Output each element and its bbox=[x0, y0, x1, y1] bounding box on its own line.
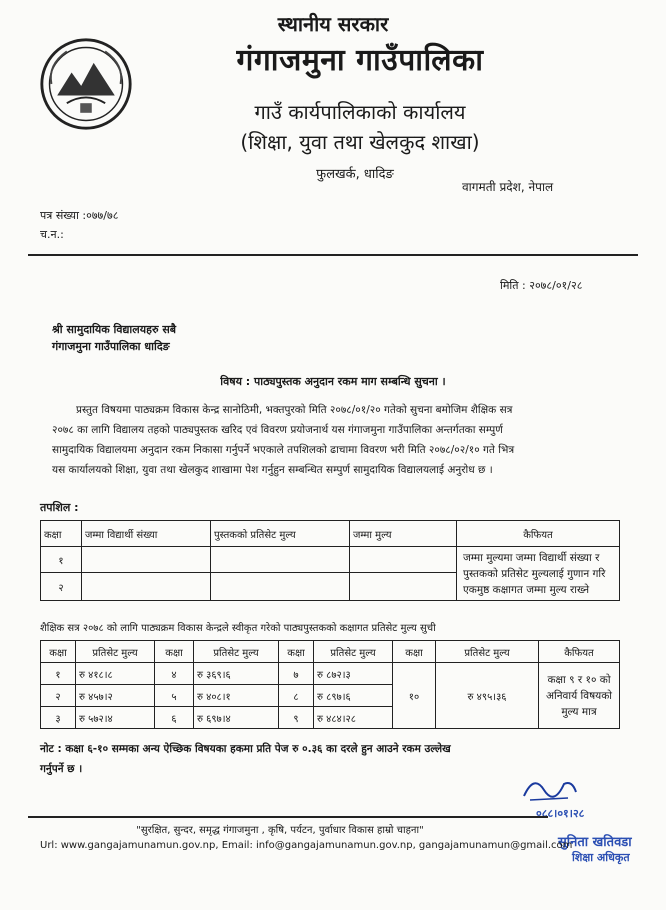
office-location: फुलखर्क, धादिङ bbox=[316, 167, 394, 182]
table1-remark-line: पुस्तकको प्रतिसेट मुल्यलाई गुणान गरि bbox=[463, 567, 606, 580]
letter-number: पत्र संख्या :०७७/७८ bbox=[40, 209, 119, 222]
table1-header-cell: कक्षा bbox=[41, 521, 82, 547]
table1-empty-cell bbox=[350, 573, 457, 601]
table2-class10-price: रु ४९५।३६ bbox=[436, 663, 539, 729]
table2-cell: ७ bbox=[279, 663, 314, 685]
table2-remark-cell bbox=[539, 663, 620, 729]
table2-header-cell: प्रतिसेट मुल्य bbox=[194, 641, 279, 663]
price-list-table bbox=[40, 640, 620, 729]
table2-header-cell: कक्षा bbox=[393, 641, 436, 663]
table1-header-cell: जम्मा विद्यार्थी संख्या bbox=[82, 521, 211, 547]
table2-header-cell: प्रतिसेट मुल्य bbox=[76, 641, 155, 663]
header-divider bbox=[28, 254, 638, 256]
table2-remark-line: अनिवार्य विषयको bbox=[545, 689, 613, 702]
province-text: वागमती प्रदेश, नेपाल bbox=[462, 180, 554, 194]
government-level-text: स्थानीय सरकार bbox=[277, 12, 389, 36]
office-name: गाउँ कार्यपालिकाको कार्यालय bbox=[254, 100, 466, 124]
footer-contact: Url: www.gangajamunamun.gov.np, Email: info@gangajamunamun.gov.np, gangajamunamun@gmail.com bbox=[40, 840, 573, 851]
table2-remark-line: कक्षा ९ र १० को bbox=[547, 673, 611, 686]
table1-empty-cell bbox=[211, 547, 350, 573]
table1-remark-cell bbox=[457, 547, 620, 601]
dispatch-number: च.न.: bbox=[40, 228, 64, 241]
table1-header-cell: कैफियत bbox=[457, 521, 620, 547]
table2-cell: २ bbox=[41, 685, 76, 707]
table2-cell: रु ४०८।१ bbox=[194, 685, 279, 707]
body-line: यस कार्यालयको शिक्षा, युवा तथा खेलकुद शाखामा पेश गर्नुहुन सम्बन्धित सम्पुर्ण सामुदायिक विद्यालयलाई अनुरोध छ । bbox=[52, 464, 493, 476]
table1-remark-line: जम्मा मुल्यमा जम्मा विद्यार्थी संख्या र bbox=[463, 551, 600, 564]
body-line: प्रस्तुत विषयमा पाठ्यक्रम विकास केन्द्र सानोठिमी, भक्तपुरको मिति २०७८/०१/२० गतेको सुचना बमोजिम शैक्षिक सत्र bbox=[76, 404, 513, 416]
note-line-1: नोट : कक्षा ६-१० सम्मका अन्य ऐच्छिक विषयका हकमा प्रति पेज रु ०.३६ का दरले हुन आउने रकम उल्लेख bbox=[40, 743, 451, 755]
price-list-title: शैक्षिक सत्र २०७८ को लागि पाठ्यक्रम विकास केन्द्रले स्वीकृत गरेको पाठ्यपुस्तकको कक्षागत प्रतिसेट मुल्य सुची bbox=[40, 623, 436, 634]
table2-header-cell: प्रतिसेट मुल्य bbox=[314, 641, 393, 663]
table2-cell: रु ८७२।३ bbox=[314, 663, 393, 685]
table2-cell: रु ४५७।२ bbox=[76, 685, 155, 707]
table1-class-cell: १ bbox=[41, 547, 82, 573]
table1-empty-cell bbox=[350, 547, 457, 573]
officer-name-stamp: सुनिता खतिवडा bbox=[558, 835, 632, 850]
table2-class10-cell: १० bbox=[393, 663, 436, 729]
table2-cell: रु ३६९।६ bbox=[194, 663, 279, 685]
table2-cell: रु ४८४।२८ bbox=[314, 707, 393, 729]
table2-cell: रु ८९७।६ bbox=[314, 685, 393, 707]
table1-header-cell: जम्मा मुल्य bbox=[350, 521, 457, 547]
table1-remark-line: एकमुष्ठ कक्षागत जम्मा मुल्य राख्ने bbox=[463, 583, 590, 596]
municipality-name: गंगाजमुना गाउँपालिका bbox=[236, 43, 484, 78]
recipient-line-2: गंगाजमुना गाउँपालिका धादिङ bbox=[52, 340, 170, 353]
footer-slogan: "सुरक्षित, सुन्दर, समृद्ध गंगाजमुना , कृषि, पर्यटन, पुर्वाधार विकास हाम्रो चाहना" bbox=[136, 825, 424, 836]
table1-empty-cell bbox=[82, 547, 211, 573]
table2-cell: ६ bbox=[155, 707, 194, 729]
letter-date: मिति : २०७८/०१/२८ bbox=[500, 279, 583, 292]
table1-empty-cell bbox=[211, 573, 350, 601]
table2-cell: ४ bbox=[155, 663, 194, 685]
signature-date: ०८८।०१।२८ bbox=[536, 807, 585, 820]
table2-header-cell: प्रतिसेट मुल्य bbox=[436, 641, 539, 663]
body-line: सामुदायिक विद्यालयमा अनुदान रकम निकासा गर्नुपर्ने भएकाले तपशिलको ढाचामा विवरण भरी मिति २०७८/०२/१० गते भित्र bbox=[52, 444, 515, 456]
table2-cell: ८ bbox=[279, 685, 314, 707]
table2-cell: १ bbox=[41, 663, 76, 685]
officer-title-stamp: शिक्षा अधिकृत bbox=[572, 851, 630, 864]
student-count-table bbox=[40, 520, 620, 601]
table2-cell: रु ५७२।४ bbox=[76, 707, 155, 729]
table1-header-cell: पुस्तकको प्रतिसेट मुल्य bbox=[211, 521, 350, 547]
table2-cell: ३ bbox=[41, 707, 76, 729]
tapasil-label: तपशिल : bbox=[40, 501, 79, 514]
recipient-line-1: श्री सामुदायिक विद्यालयहरु सबै bbox=[52, 323, 177, 336]
table2-cell: रु ४१८।८ bbox=[76, 663, 155, 685]
body-line: २०७८ का लागि विद्यालय तहको पाठ्यपुस्तक खरिद एवं विवरण प्रयोजनार्थ यस गंगाजमुना गाउँपालिका अन्तर्गतका सम्पुर्ण bbox=[52, 424, 503, 436]
footer-divider bbox=[28, 816, 548, 818]
body-paragraph bbox=[52, 400, 612, 480]
table2-header-cell: कक्षा bbox=[41, 641, 76, 663]
table2-header-cell: कक्षा bbox=[279, 641, 314, 663]
table2-header-cell: कैफियत bbox=[539, 641, 620, 663]
table1-empty-cell bbox=[82, 573, 211, 601]
section-name: (शिक्षा, युवा तथा खेलकुद शाखा) bbox=[240, 130, 480, 154]
table2-cell: ५ bbox=[155, 685, 194, 707]
table2-remark-line: मुल्य मात्र bbox=[561, 705, 597, 718]
signature-mark bbox=[520, 770, 580, 806]
table2-cell: रु ६९७।४ bbox=[194, 707, 279, 729]
table2-header-cell: कक्षा bbox=[155, 641, 194, 663]
note-line-2: गर्नुपर्ने छ । bbox=[40, 763, 83, 775]
table1-class-cell: २ bbox=[41, 573, 82, 601]
table2-cell: ९ bbox=[279, 707, 314, 729]
subject-line: विषय : पाठ्यपुस्तक अनुदान रकम माग सम्बन्धि सुचना । bbox=[220, 375, 446, 388]
